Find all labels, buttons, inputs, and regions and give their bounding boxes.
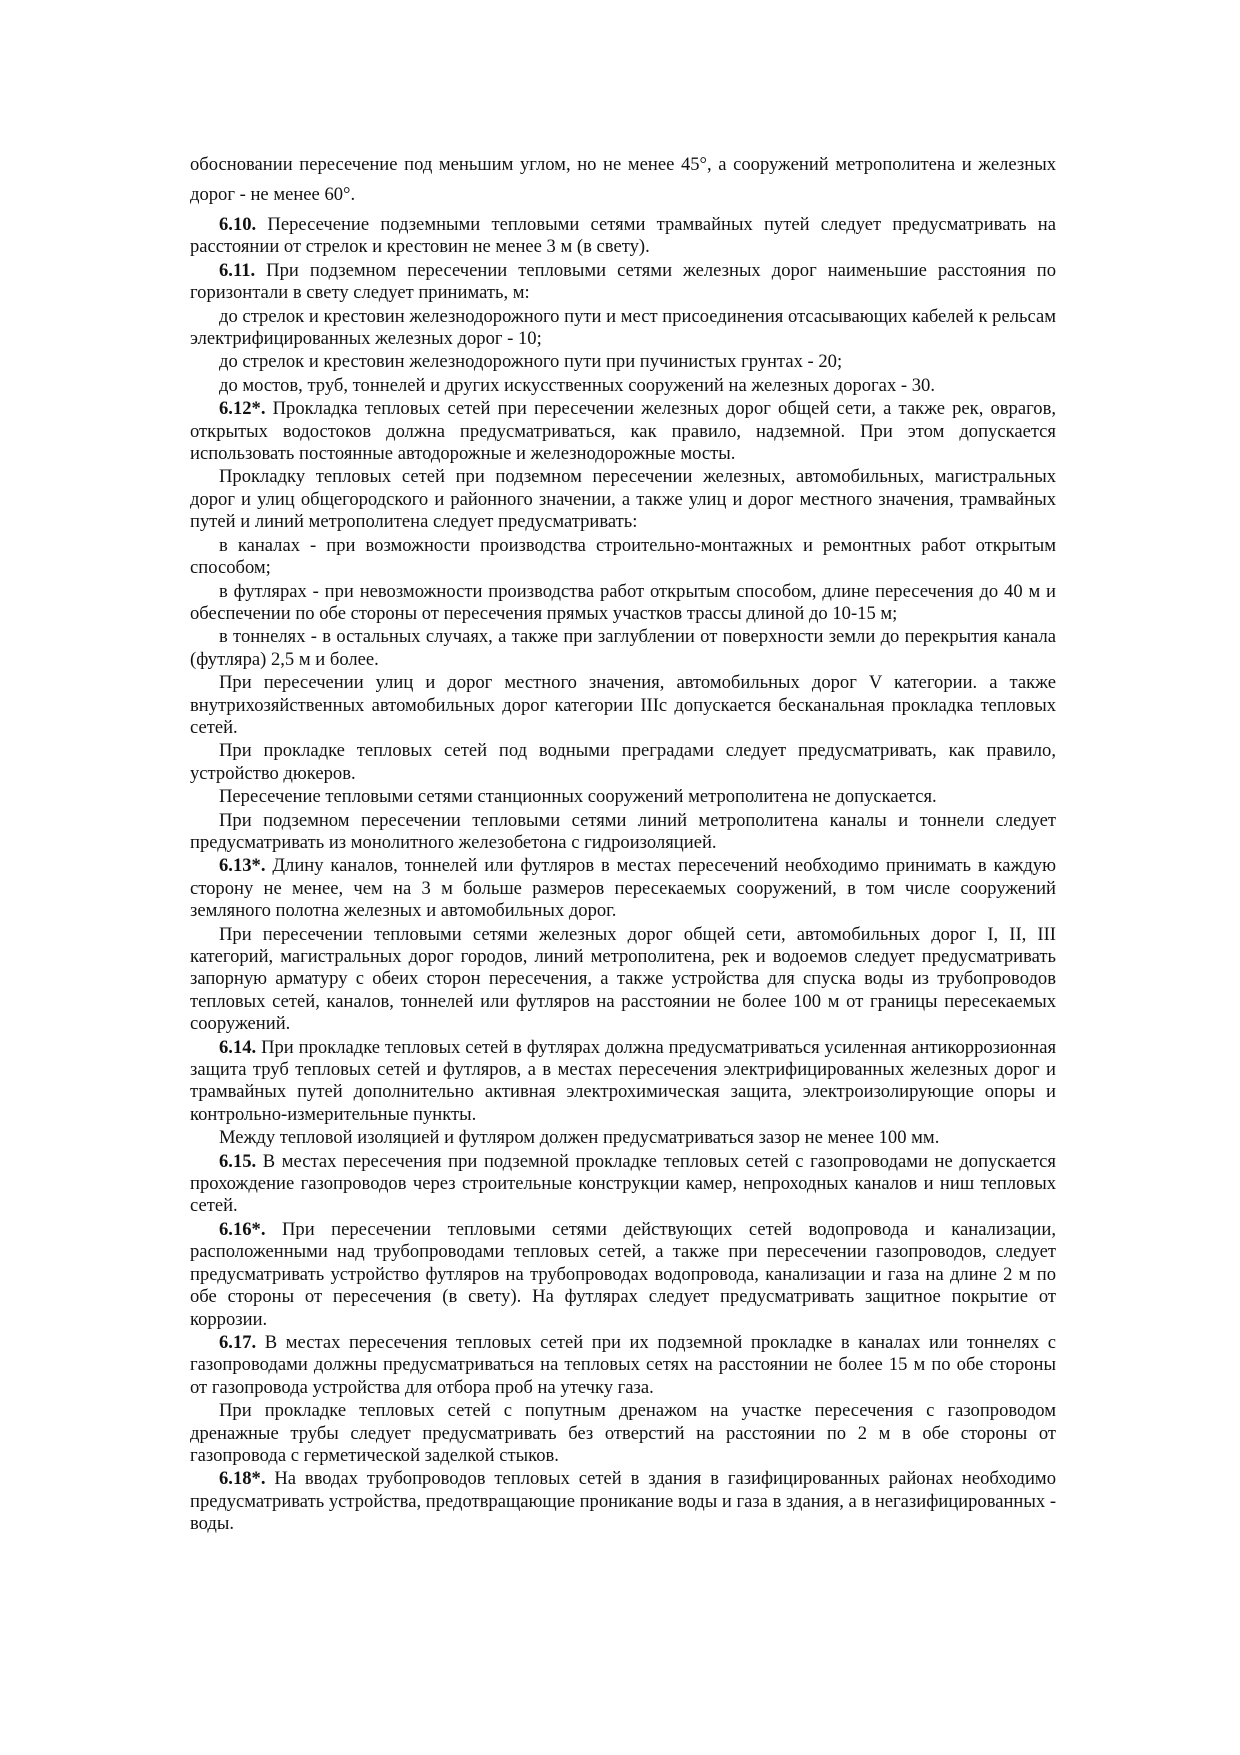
paragraph [190, 260, 1056, 305]
paragraph-text: При пересечении улиц и дорог местного значения, автомобильных дорог V категории. а также внутрихозяйственных автомобильных дорог категории IIIс допускается бесканальная прокладка тепловых сетей. [190, 672, 1056, 738]
paragraph-text: При подземном пересечении тепловыми сетями линий метрополитена каналы и тоннели следует предусматривать из монолитного железобетона с гидроизоляцией. [190, 809, 1056, 853]
clause-number: 6.12*. [219, 398, 266, 420]
paragraph [190, 466, 1056, 533]
clause-number: 6.10. [219, 214, 257, 235]
paragraph [190, 214, 1056, 259]
clause-number: 6.18*. [219, 1468, 266, 1490]
clause-number: 6.15. [219, 1150, 257, 1172]
paragraph [190, 1127, 1056, 1149]
paragraph-text: до мостов, труб, тоннелей и других искусственных сооружений на железных дорогах - 30. [219, 374, 935, 396]
paragraph-text: При подземном пересечении тепловыми сетями железных дорог наименьшие расстояния по горизонтали в свету следует принимать, м: [190, 259, 1056, 304]
paragraph-text: Длину каналов, тоннелей или футляров в местах пересечений необходимо принимать в каждую сторону не менее, чем на 3 м больше размеров пересекаемых сооружений, в том числе сооружений земляного полотна железных и автомобильных дорог. [190, 855, 1056, 922]
clause-number: 6.16*. [219, 1218, 266, 1240]
document-page [190, 150, 1056, 1537]
paragraph [190, 306, 1056, 351]
paragraph-text: При пересечении тепловыми сетями действующих сетей водопровода и канализации, расположенными над трубопроводами тепловых сетей, а также при пересечении газопроводов, следует предусматривать устройство футляров на трубопроводах водопровода, канализации и газа на длине 2 м по обе стороны от пересечения (в свету). На футлярах следует предусматривать защитное покрытие от коррозии. [190, 1218, 1056, 1330]
paragraph-text: При прокладке тепловых сетей под водными преградами следует предусматривать, как правило, устройство дюкеров. [190, 740, 1056, 784]
paragraph [190, 1468, 1056, 1535]
paragraph-text: При прокладке тепловых сетей в футлярах должна предусматриваться усиленная антикоррозионная защита труб тепловых сетей и футляров, а в местах пересечения электрифицированных железных дорог и трамвайных путей дополнительно активная электрохимическая защита, электроизолирующие опоры и контрольно-измерительные пункты. [190, 1036, 1056, 1125]
paragraph-text: При прокладке тепловых сетей с попутным дренажом на участке пересечения с газопроводом дренажные трубы следует предусматривать без отверстий на расстоянии по 2 м в обе стороны от газопровода с герметической заделкой стыков. [190, 1400, 1056, 1466]
paragraph-text: При пересечении тепловыми сетями железных дорог общей сети, автомобильных дорог I, II, III категорий, магистральных дорог городов, линий метрополитена, рек и водоемов следует предусматривать запорную арматуру с обеих сторон пересечения, а также устройства для спуска воды из трубопроводов тепловых сетей, каналов, тоннелей или футляров на расстоянии не более 100 м от границы пересекаемых сооружений. [190, 923, 1056, 1035]
paragraph [190, 375, 1056, 397]
clause-number: 6.11. [219, 259, 256, 281]
paragraph-text: до стрелок и крестовин железнодорожного пути при пучинистых грунтах - 20; [219, 351, 843, 373]
paragraph [190, 810, 1056, 855]
paragraph-text: В местах пересечения при подземной прокладке тепловых сетей с газопроводами не допускается прохождение газопроводов через строительные конструкции камер, непроходных каналов и ниш тепловых сетей. [190, 1150, 1056, 1217]
clause-number: 6.14. [219, 1036, 257, 1058]
paragraph [190, 626, 1056, 671]
paragraph-text: в каналах - при возможности производства строительно-монтажных и ремонтных работ открытым способом; [190, 534, 1056, 579]
paragraph [190, 150, 1056, 210]
paragraph [190, 855, 1056, 922]
clause-number: 6.13*. [219, 855, 266, 877]
paragraph [190, 581, 1056, 626]
paragraph [190, 672, 1056, 739]
paragraph-text: в футлярах - при невозможности производства работ открытым способом, длине пересечения до 40 м и обеспечении по обе стороны от пересечения прямых участков трассы длиной до 10-15 м; [190, 580, 1056, 624]
paragraph-text: Прокладка тепловых сетей при пересечении железных дорог общей сети, а также рек, оврагов, открытых водостоков должна предусматриваться, как правило, надземной. При этом допускается использовать постоянные автодорожные и железнодорожные мосты. [190, 398, 1056, 465]
paragraph [190, 535, 1056, 580]
paragraph-text: до стрелок и крестовин железнодорожного пути и мест присоединения отсасывающих кабелей к рельсам электрифицированных железных дорог - 10; [190, 305, 1056, 350]
paragraph [190, 1332, 1056, 1399]
paragraph-text: Пересечение тепловыми сетями станционных сооружений метрополитена не допускается. [219, 786, 937, 808]
paragraph [190, 740, 1056, 785]
paragraph [190, 398, 1056, 465]
paragraph [190, 1219, 1056, 1331]
paragraph-text: Прокладку тепловых сетей при подземном пересечении железных, автомобильных, магистральных дорог и улиц общегородского и районного значении, а также улиц и дорог местного значения, трамвайных путей и линий метрополитена следует предусматривать: [190, 466, 1056, 533]
paragraph-text: Пересечение подземными тепловыми сетями трамвайных путей следует предусматривать на расстоянии от стрелок и крестовин не менее 3 м (в свету). [190, 214, 1056, 258]
paragraph [190, 1400, 1056, 1467]
paragraph [190, 786, 1056, 808]
paragraph-text: На вводах трубопроводов тепловых сетей в здания в газифицированных районах необходимо предусматривать устройства, предотвращающие проникание воды и газа в здания, а в негазифицированных - воды. [190, 1468, 1057, 1535]
paragraph-text: В местах пересечения тепловых сетей при их подземной прокладке в каналах или тоннелях с газопроводами должны предусматриваться на тепловых сетях на расстоянии не более 15 м по обе стороны от газопровода устройства для отбора проб на утечку газа. [190, 1331, 1056, 1398]
paragraph [190, 1151, 1056, 1218]
paragraph-text: в тоннелях - в остальных случаях, а также при заглублении от поверхности земли до перекрытия канала (футляра) 2,5 м и более. [190, 626, 1056, 670]
paragraph [190, 1037, 1056, 1127]
clause-number: 6.17. [219, 1331, 257, 1353]
paragraph [190, 351, 1056, 373]
paragraph [190, 924, 1056, 1036]
paragraph-text: обосновании пересечение под меньшим углом, но не менее 45°, а сооружений метрополитена и железных дорог - не менее 60°. [190, 154, 1056, 205]
paragraph-text: Между тепловой изоляцией и футляром должен предусматриваться зазор не менее 100 мм. [219, 1127, 940, 1149]
